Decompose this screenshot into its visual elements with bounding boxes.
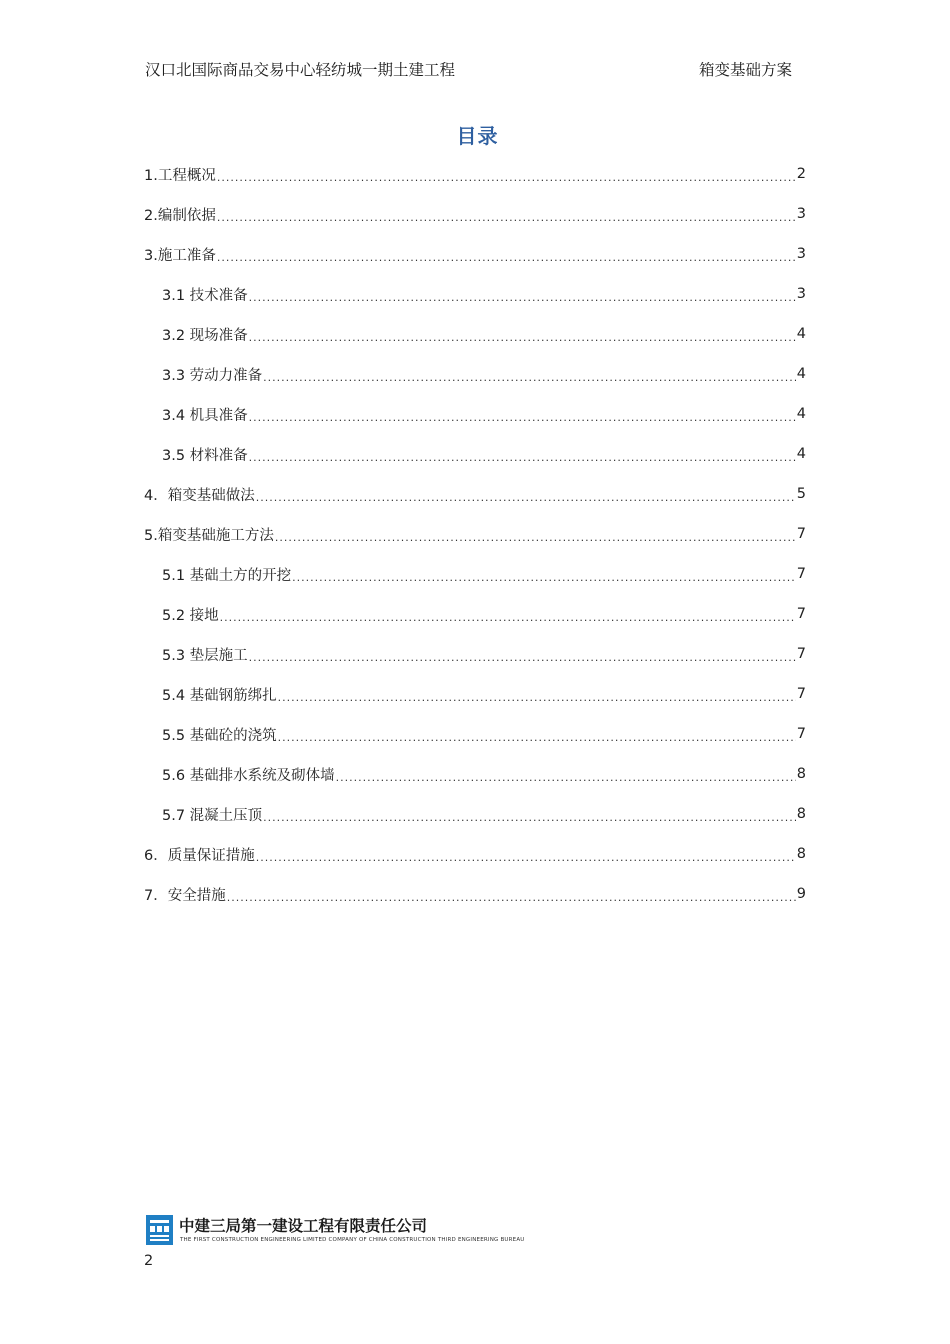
toc-entry[interactable]: [144, 154, 806, 194]
toc-leader-dots: [336, 771, 796, 784]
toc-entry-page: 4: [796, 326, 806, 342]
toc-entry-label: 5.3 垫层施工: [162, 647, 248, 664]
toc-entry-label: 3.施工准备: [144, 247, 216, 264]
toc-leader-dots: [263, 371, 796, 384]
toc-leader-dots: [249, 651, 796, 664]
header-document-name: 箱变基础方案: [698, 61, 792, 79]
toc-entry[interactable]: [144, 474, 806, 514]
toc-subentry[interactable]: [144, 554, 806, 594]
toc-entry-page: 4: [796, 446, 806, 462]
toc-leader-dots: [256, 851, 796, 864]
toc-subentry[interactable]: [144, 634, 806, 674]
toc-entry-label: 3.2 现场准备: [162, 327, 248, 344]
toc-entry-label: 4．箱变基础做法: [144, 487, 255, 504]
toc-entry-label: 3.4 机具准备: [162, 407, 248, 424]
toc-entry[interactable]: [144, 874, 806, 914]
toc-entry[interactable]: [144, 194, 806, 234]
toc-entry-page: 3: [796, 246, 806, 262]
toc-leader-dots: [217, 251, 796, 264]
toc-entry-page: 4: [796, 366, 806, 382]
toc-leader-dots: [292, 571, 796, 584]
table-of-contents: [144, 154, 806, 914]
toc-leader-dots: [217, 211, 796, 224]
toc-entry-label: 1.工程概况: [144, 167, 216, 184]
toc-entry[interactable]: [144, 234, 806, 274]
footer-company-name: 中建三局第一建设工程有限责任公司: [179, 1217, 428, 1235]
toc-subentry[interactable]: [144, 714, 806, 754]
toc-leader-dots: [220, 611, 796, 624]
toc-entry[interactable]: [144, 834, 806, 874]
toc-entry-page: 7: [796, 686, 806, 702]
toc-entry-page: 7: [796, 726, 806, 742]
toc-entry-page: 5: [796, 486, 806, 502]
toc-subentry[interactable]: [144, 394, 806, 434]
toc-entry-label: 7．安全措施: [144, 887, 226, 904]
toc-entry-page: 7: [796, 526, 806, 542]
toc-subentry[interactable]: [144, 794, 806, 834]
toc-leader-dots: [263, 811, 796, 824]
toc-entry-page: 8: [796, 846, 806, 862]
toc-subentry[interactable]: [144, 434, 806, 474]
cscec-logo-icon: [146, 1215, 173, 1245]
toc-subentry[interactable]: [144, 274, 806, 314]
toc-leader-dots: [278, 691, 796, 704]
toc-entry-page: 7: [796, 566, 806, 582]
toc-entry-label: 3.1 技术准备: [162, 287, 248, 304]
toc-leader-dots: [227, 891, 796, 904]
toc-entry[interactable]: [144, 514, 806, 554]
toc-entry-page: 2: [796, 166, 806, 182]
toc-leader-dots: [249, 451, 796, 464]
toc-entry-page: 3: [796, 286, 806, 302]
header-project-title: 汉口北国际商品交易中心轻纺城一期土建工程: [145, 61, 456, 79]
toc-leader-dots: [217, 171, 796, 184]
company-logo-icon: [146, 1215, 173, 1245]
toc-entry-page: 7: [796, 646, 806, 662]
toc-subentry[interactable]: [144, 594, 806, 634]
toc-subentry[interactable]: [144, 754, 806, 794]
toc-leader-dots: [275, 531, 796, 544]
footer-company-english-name: THE FIRST CONSTRUCTION ENGINEERING LIMITED COMPANY OF CHINA CONSTRUCTION THIRD ENGINEERING BUREAU: [180, 1237, 525, 1243]
toc-leader-dots: [249, 331, 796, 344]
toc-title: 目录: [456, 124, 499, 148]
toc-leader-dots: [278, 731, 796, 744]
toc-entry-label: 6．质量保证措施: [144, 847, 255, 864]
toc-leader-dots: [249, 291, 796, 304]
toc-entry-page: 9: [796, 886, 806, 902]
toc-entry-page: 7: [796, 606, 806, 622]
toc-entry-label: 2.编制依据: [144, 207, 216, 224]
toc-entry-page: 8: [796, 766, 806, 782]
toc-subentry[interactable]: [144, 354, 806, 394]
toc-leader-dots: [256, 491, 796, 504]
toc-subentry[interactable]: [144, 314, 806, 354]
toc-entry-page: 3: [796, 206, 806, 222]
toc-entry-label: 5.1 基础土方的开挖: [162, 567, 292, 584]
toc-entry-page: 8: [796, 806, 806, 822]
toc-entry-label: 3.5 材料准备: [162, 447, 248, 464]
toc-subentry[interactable]: [144, 674, 806, 714]
toc-entry-label: 5.7 混凝土压顶: [162, 807, 263, 824]
toc-entry-page: 4: [796, 406, 806, 422]
toc-entry-label: 5.5 基础砼的浇筑: [162, 727, 277, 744]
page-number: 2: [144, 1253, 154, 1269]
toc-entry-label: 3.3 劳动力准备: [162, 367, 263, 384]
toc-entry-label: 5.4 基础钢筋绑扎: [162, 687, 277, 704]
toc-leader-dots: [249, 411, 796, 424]
toc-entry-label: 5.2 接地: [162, 607, 219, 624]
toc-entry-label: 5.6 基础排水系统及砌体墙: [162, 767, 335, 784]
toc-entry-label: 5.箱变基础施工方法: [144, 527, 274, 544]
